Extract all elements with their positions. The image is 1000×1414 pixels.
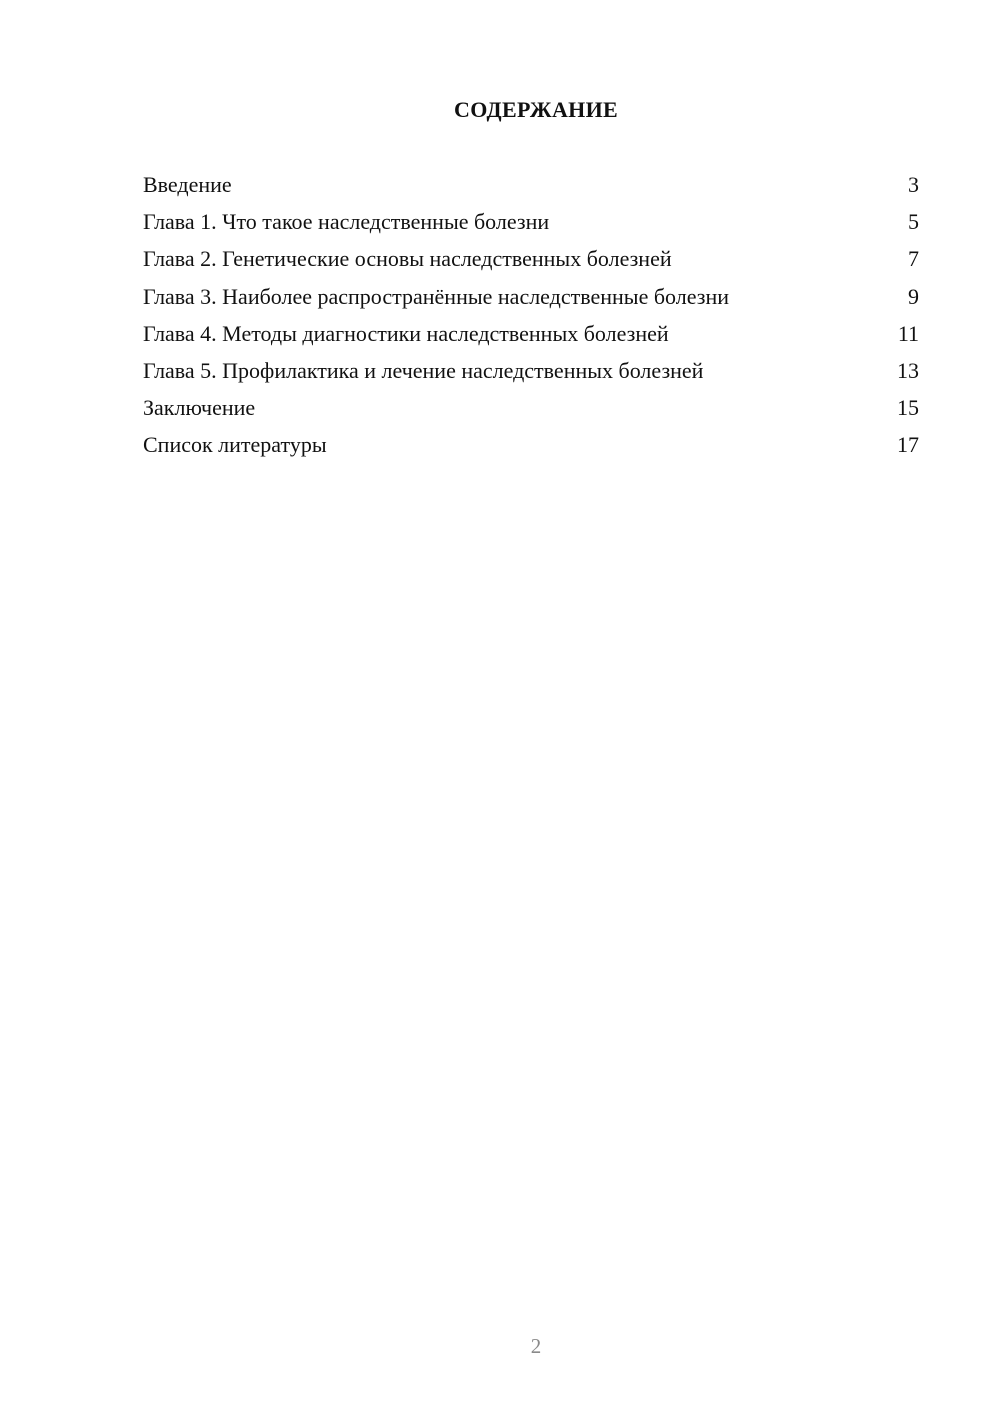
toc-entry [143, 315, 919, 352]
page-title: СОДЕРЖАНИЕ [454, 97, 618, 122]
toc-entry-title: Глава 5. Профилактика и лечение наследственных болезней [143, 357, 704, 383]
toc-entry-title: Глава 3. Наиболее распространённые наследственные болезни [143, 283, 729, 309]
toc-entry [143, 240, 919, 277]
toc-entry-page: 15 [897, 395, 919, 421]
toc-entry [143, 426, 919, 463]
table-of-contents [143, 166, 919, 464]
toc-entry-title: Глава 2. Генетические основы наследственных болезней [143, 246, 672, 272]
toc-entry-page: 17 [897, 432, 919, 458]
toc-entry-page: 5 [908, 209, 919, 235]
toc-entry-title: Заключение [143, 395, 256, 421]
toc-entry-title: Введение [143, 172, 232, 197]
toc-entry [143, 352, 919, 389]
toc-entry-page: 7 [908, 246, 919, 272]
toc-entry-title: Список литературы [143, 432, 327, 458]
page-number: 2 [530, 1334, 542, 1358]
toc-entry-page: 9 [908, 283, 919, 309]
toc-entry-page: 3 [908, 172, 919, 197]
toc-entry [143, 278, 919, 315]
toc-entry-title: Глава 1. Что такое наследственные болезни [143, 209, 550, 235]
toc-entry-page: 11 [897, 320, 919, 346]
toc-entry-page: 13 [897, 357, 919, 383]
toc-entry [143, 389, 919, 426]
toc-entry [143, 166, 919, 203]
toc-entry-title: Глава 4. Методы диагностики наследственных болезней [143, 320, 669, 346]
toc-entry [143, 203, 919, 240]
